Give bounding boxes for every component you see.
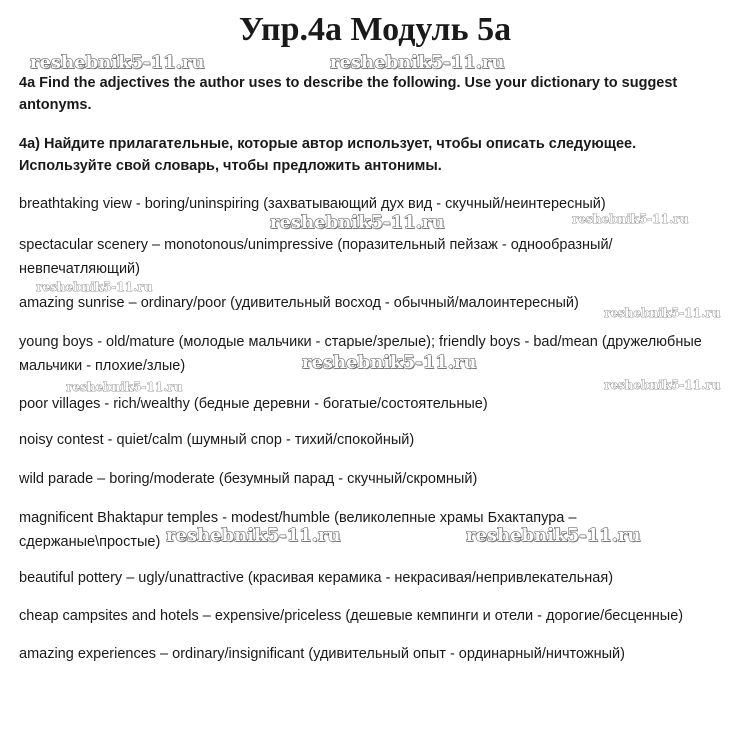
watermark: reshebnik5-11.ru bbox=[166, 525, 341, 546]
answer-item-breathtaking-view: breathtaking view - boring/uninspiring (захватывающий дух вид - скучный/неинтересный) bbox=[19, 196, 606, 212]
answer-item-beautiful-pottery: beautiful pottery – ugly/unattractive (красивая керамика - некрасивая/непривлекательная) bbox=[19, 570, 614, 586]
answer-item-wild-parade: wild parade – boring/moderate (безумный парад - скучный/скромный) bbox=[19, 471, 478, 487]
watermark: reshebnik5-11.ru bbox=[302, 352, 477, 373]
answer-item-spectacular-scenery: spectacular scenery – monotonous/unimpressive (поразительный пейзаж - однообразный/невпечатляющий) bbox=[19, 237, 613, 277]
watermark: reshebnik5-11.ru bbox=[604, 306, 721, 320]
task-heading-russian: 4а) Найдите прилагательные, которые автор использует, чтобы описать следующее. Используйте свой словарь, чтобы предложить антонимы. bbox=[19, 136, 637, 174]
watermark: reshebnik5-11.ru bbox=[604, 378, 721, 392]
answer-item-young-friendly-boys: young boys - old/mature (молодые мальчики - старые/зрелые); friendly boys - bad/mean (дружелюбные мальчики - плохие/злые) bbox=[19, 334, 702, 374]
watermark: reshebnik5-11.ru bbox=[36, 280, 153, 294]
watermark: reshebnik5-11.ru bbox=[66, 380, 183, 394]
watermark: reshebnik5-11.ru bbox=[270, 212, 445, 233]
watermark: reshebnik5-11.ru bbox=[466, 525, 641, 546]
watermark: reshebnik5-11.ru bbox=[572, 212, 689, 226]
answer-item-magnificent-temples: magnificent Bhaktapur temples - modest/humble (великолепные храмы Бхактапура – сдержаные\простые) bbox=[19, 510, 577, 550]
page-title: Упр.4а Модуль 5а bbox=[238, 11, 512, 48]
answer-item-poor-villages: poor villages - rich/wealthy (бедные деревни - богатые/состоятельные) bbox=[19, 396, 488, 412]
watermark: reshebnik5-11.ru bbox=[30, 52, 205, 73]
answer-item-noisy-contest: noisy contest - quiet/calm (шумный спор - тихий/спокойный) bbox=[19, 432, 415, 448]
answer-item-amazing-experiences: amazing experiences – ordinary/insignificant (удивительный опыт - ординарный/ничтожный) bbox=[19, 646, 625, 662]
answer-item-cheap-campsites: cheap campsites and hotels – expensive/priceless (дешевые кемпинги и отели - дорогие/бесценные) bbox=[19, 608, 684, 624]
task-heading-english: 4a Find the adjectives the author uses to describe the following. Use your dictionary to suggest antonyms. bbox=[19, 75, 678, 113]
answer-item-amazing-sunrise: amazing sunrise – ordinary/poor (удивительный восход - обычный/малоинтересный) bbox=[19, 295, 579, 311]
watermark: reshebnik5-11.ru bbox=[330, 52, 505, 73]
